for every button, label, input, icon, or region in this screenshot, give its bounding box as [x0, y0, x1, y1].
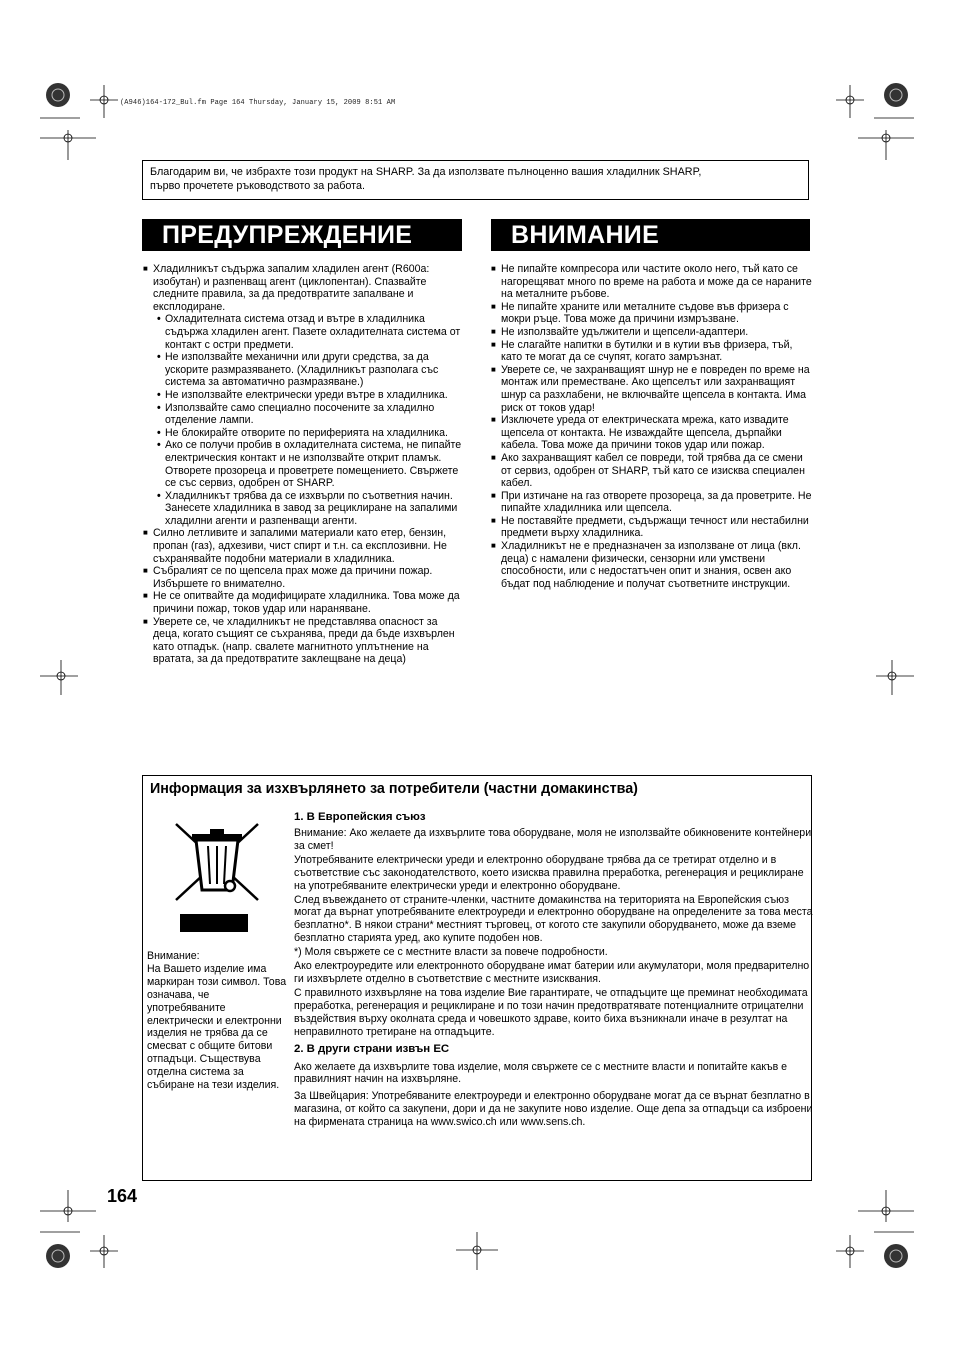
disposal-side-note	[147, 950, 287, 1092]
list-item: ■ Силно летливите и запалими материали като етер, бензин, пропан (газ), адхезиви, чист спирт и т.н. са експлозивни. Не съхранявайте подобни материали в хладилника.	[143, 527, 447, 565]
paragraph: Ако желаете да изхвърлите това изделие, моля свържете се с местните власти и попитайте какъв е правилният начин на изхвърляне.	[294, 1060, 788, 1086]
paragraph: *) Моля свържете се с местните власти за повече подробности.	[294, 946, 608, 959]
section-heading-other: 2. В други страни извън ЕС	[294, 1042, 450, 1055]
list-item: ■ Не се опитвайте да модифицирате хладилника. Това може да причини пожар, токов удар или нараняване.	[143, 590, 460, 616]
disposal-title: Информация за изхвърлянето за потребители (частни домакинства)	[150, 781, 638, 797]
list-item: ■ Уверете се, че захранващият шнур не е повреден по време на монтаж или преместване. Ако щепселът или захранващият шнур са разхлабени, не включвайте щепсела в контакта. Има риск от токов удар!	[491, 363, 810, 414]
list-item: ■ Не пипайте компресора или частите около него, тъй като се нагорещяват много по време на работа и може да се нараните на металните ръбове.	[491, 263, 812, 301]
sub-list-item: • Използвайте само специално посочените за хладилно отделение лампи.	[157, 401, 435, 427]
list-item: ■ Хладилникът съдържа запалим хладилен агент (R600a: изобутан) и разпенващ агент (циклопентан). Спазвайте следните правила, за да предотвратите запалване и експлодиране.	[143, 263, 430, 313]
crossed-out-bin-icon	[168, 818, 264, 934]
list-item: ■ При изтичане на газ отворете прозореца, за да проветрите. Не пипайте хладилника или щепсела.	[491, 489, 812, 515]
list-item: ■ Ако захранващият кабел се повреди, той трябва да се смени от сервиз, одобрен от SHARP, тъй като се изисква специален кабел.	[491, 451, 805, 490]
list-item: ■ Не поставяйте предмети, съдържащи течност или нестабилни предмети върху хладилника.	[491, 514, 809, 540]
registration-mark-icon	[836, 83, 914, 160]
list-item: ■ Не пипайте храните или металните съдове във фризера с мокри ръце. Това може да причини измръзване.	[491, 300, 789, 326]
paragraph: Внимание: Ако желаете да изхвърлите това оборудване, моля не използвайте обикновените контейнери за смет!	[294, 827, 812, 852]
sub-list-item: • Не блокирайте отворите по периферията на хладилника.	[157, 426, 448, 439]
sub-list-item: • Охладителната система отзад и вътре в хладилника съдържа хладилен агент. Пазете охладителната система от контакт с остри предмети.	[157, 313, 461, 351]
caution-list	[491, 263, 813, 590]
registration-mark-icon	[836, 1190, 914, 1268]
section-heading-eu: 1. В Европейския съюз	[294, 811, 426, 823]
paragraph: Ако електроуредите или електронното оборудване имат батерии или акумулатори, моля предварително ги изхвърлете отделно в съответствие с местните изисквания.	[294, 960, 810, 985]
paragraph: С правилното изхвърляне на това изделие Вие гарантирате, че отпадъците ще преминат необходимата преработка, регенерация и рециклиране и по този начин предотвратявате потенциалните отрицателни въздействия върху околната среда и човешкото здраве, които биха възникнали иначе в резултат на неправилното третиране на отпадъците.	[294, 986, 808, 1038]
warning-list	[143, 263, 463, 666]
print-file-info: (A946)164-172_Bul.fm Page 164 Thursday, January 15, 2009 8:51 AM	[120, 99, 396, 107]
list-item: ■ Хладилникът не е предназначен за използване от лица (вкл. деца) с намалени физически, сензорни или умствени способности, или с недостатъчен опит и знания, освен ако бъдат под наблюдение и получат съответните инструкции.	[491, 540, 801, 590]
list-item: ■ Не слагайте напитки в бутилки и в кутии във фризера, тъй, като те могат да се счупят, когато замръзнат.	[491, 338, 793, 364]
registration-mark-icon	[40, 83, 118, 160]
intro-line: Благодарим ви, че избрахте този продукт на SHARP. За да използвате пълноценно вашия хладилник SHARP,	[150, 166, 702, 178]
warning-heading: ПРЕДУПРЕЖДЕНИЕ	[142, 219, 462, 251]
list-item: ■ Уверете се, че хладилникът не представлява опасност за деца, когато същият се съхранява, преди да бъде изхвърлен като отпадък. (напр. свалете магнитното уплътнение на вратата, за да предотвратите заклещване на деца)	[143, 615, 455, 666]
side-note-label: Внимание:	[147, 950, 200, 962]
disposal-text	[294, 810, 814, 1130]
sub-list-item: • Не използвайте механични или други средства, за да ускорите размразяването. (Хладилникът разполага със система за автоматично размразяване.)	[157, 351, 439, 389]
list-item: ■ Изключете уреда от електрическата мрежа, като извадите щепсела от контакта. Не изваждайте щепсела, дърпайки кабела. Това може да причини токов удар или пожар.	[491, 414, 789, 452]
list-item: ■ Не използвайте удължители и щепсели-адаптери.	[491, 325, 749, 338]
sub-list-item: • Не използвайте електрически уреди вътре в хладилника.	[157, 388, 448, 401]
sub-list-item: • Ако се получи пробив в охладителната система, не пипайте електрическия контакт и не използвайте открит пламък. Отворете прозореца и проветрете помещението. Свържете се със сервиз, одобрен от SHARP.	[157, 439, 462, 490]
list-item: ■ Събралият се по щепсела прах може да причини пожар. Избършете го внимателно.	[143, 565, 433, 590]
side-note-text: На Вашето изделие има маркиран този символ. Това означава, че употребяваните електрически и електронни изделия не трябва да се смесват с общите битови отпадъци. Съществува отделна система за събиране на тези изделия.	[147, 962, 287, 1092]
page-number: 164	[107, 1186, 138, 1206]
paragraph: След въвеждането от страните-членки, частните домакинства на територията на Европейския съюз могат да върнат употребяваните електроуреди и електронно оборудване на определените за това места безплатно*. В някои страни* местният търговец, от когото сте закупили оборудването, може да вземе безплатно старията уред, ако купите подобен нов.	[294, 893, 813, 945]
caution-heading: ВНИМАНИЕ	[491, 219, 810, 251]
paragraph: Употребяваните електрически уреди и електронно оборудване трябва да се третират отделно и в съответствие със законодателството, което изисква правилна преработка, регенерация и рециклиране на употребяваните електрически уреди и електронно оборудване.	[294, 853, 804, 892]
intro-line: първо прочетете ръководството за работа.	[150, 180, 365, 192]
paragraph: За Швейцария: Употребяваните електроуреди и електронно оборудване могат да се върнат безплатно в магазина, от който са закупени, дори и да не закупите ново изделие. Още депа за отпадъци са изброени на фирмената страница на www.swico.ch или www.sens.ch.	[294, 1090, 813, 1129]
sub-list-item: • Хладилникът трябва да се изхвърли по съответния начин. Занесете хладилника в завод за рециклиране на запалими хладилни агенти и разпенващи агенти.	[157, 489, 458, 527]
intro-box	[142, 160, 809, 200]
